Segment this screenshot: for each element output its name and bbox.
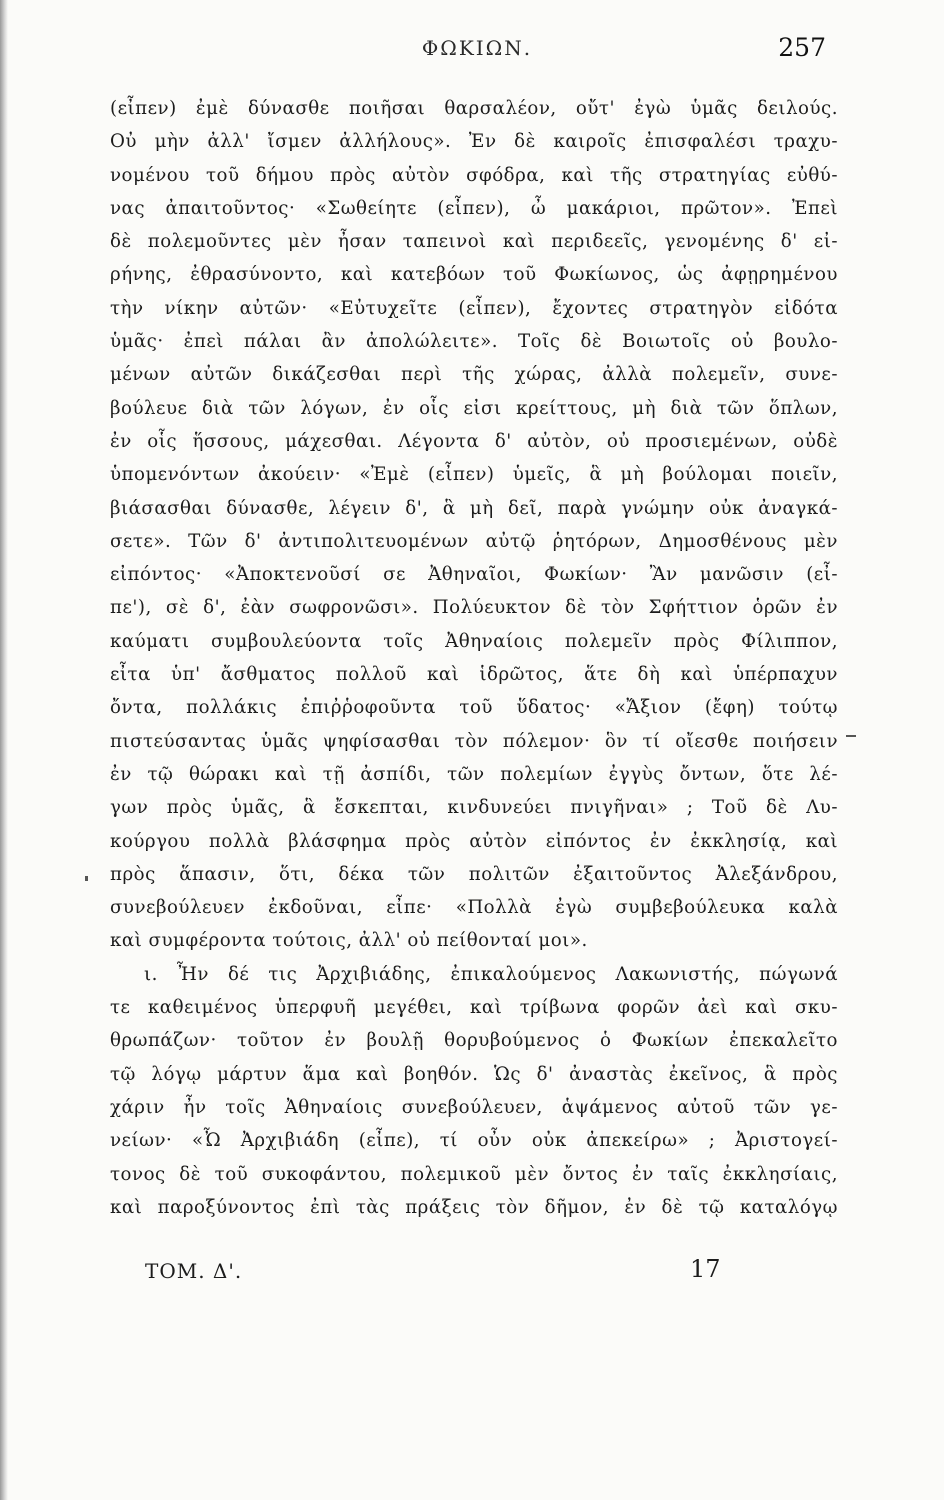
- text-line: βούλευε διὰ τῶν λόγων, ἐν οἷς εἰσι κρείττους, μὴ διὰ τῶν ὅπλων,: [110, 397, 838, 419]
- text-line: τὴν νίκην αὐτῶν· «Εὐτυχεῖτε (εἶπεν), ἔχοντες στρατηγὸν εἰδότα: [110, 297, 838, 319]
- text-line: καύματι συμβουλεύοντα τοῖς Ἀθηναίοις πολεμεῖν πρὸς Φίλιππον,: [110, 630, 838, 652]
- text-line: δὲ πολεμοῦντες μὲν ἦσαν ταπεινοὶ καὶ περιδεεῖς, γενομένης δ' εἰ-: [110, 231, 838, 253]
- running-title: ΦΩΚΙΩΝ.: [421, 36, 533, 60]
- text-line: τε καθειμένος ὑπερφυῆ μεγέθει, καὶ τρίβωνα φορῶν ἀεὶ καὶ σκυ-: [110, 997, 838, 1019]
- text-line: βιάσασθαι δύνασθε, λέγειν δ', ἃ μὴ δεῖ, παρὰ γνώμην οὐκ ἀναγκά-: [110, 497, 838, 519]
- text-line: εἰπόντος· «Ἀποκτενοῦσί σε Ἀθηναῖοι, Φωκίων· Ἂν μανῶσιν (εἶ-: [110, 564, 838, 586]
- text-line: καὶ παροξύνοντος ἐπὶ τὰς πράξεις τὸν δῆμον, ἐν δὲ τῷ καταλόγῳ: [110, 1196, 838, 1218]
- text-line: συνεβούλευεν ἐκδοῦναι, εἶπε· «Πολλὰ ἐγὼ συμβεβούλευκα καλὰ: [110, 897, 838, 919]
- margin-mark: [846, 735, 856, 737]
- text-line: τονος δὲ τοῦ συκοφάντου, πολεμικοῦ μὲν ὄντος ἐν ταῖς ἐκκλησίαις,: [110, 1163, 838, 1185]
- text-line: Οὐ μὴν ἀλλ' ἴσμεν ἀλλήλους». Ἐν δὲ καιροῖς ἐπισφαλέσι τραχυ-: [110, 131, 838, 153]
- text-line: χάριν ἦν τοῖς Ἀθηναίοις συνεβούλευεν, ἁψάμενος αὐτοῦ τῶν γε-: [110, 1096, 838, 1118]
- text-line: γων πρὸς ὑμᾶς, ἃ ἔσκεπται, κινδυνεύει πνιγῆναι» ; Τοῦ δὲ Λυ-: [110, 797, 838, 819]
- margin-mark: [85, 876, 88, 881]
- text-line: (εἶπεν) ἐμὲ δύνασθε ποιῆσαι θαρσαλέον, οὔτ' ἐγὼ ὑμᾶς δειλούς.: [110, 98, 838, 119]
- text-line: ὑπομενόντων ἀκούειν· «Ἐμὲ (εἶπεν) ὑμεῖς, ἃ μὴ βούλομαι ποιεῖν,: [110, 464, 838, 486]
- text-line: μένων αὐτῶν δικάζεσθαι περὶ τῆς χώρας, ἀλλὰ πολεμεῖν, συνε-: [110, 364, 838, 386]
- text-line: πρὸς ἅπασιν, ὅτι, δέκα τῶν πολιτῶν ἐξαιτοῦντος Ἀλεξάνδρου,: [110, 863, 838, 885]
- text-line: τῷ λόγῳ μάρτυν ἅμα καὶ βοηθόν. Ὡς δ' ἀναστὰς ἐκεῖνος, ἃ πρὸς: [110, 1063, 838, 1085]
- text-line: πε'), σὲ δ', ἐὰν σωφρονῶσι». Πολύευκτον δὲ τὸν Σφήττιον ὁρῶν ἐν: [110, 597, 838, 619]
- text-line: κούργου πολλὰ βλάσφημα πρὸς αὐτὸν εἰπόντος ἐν ἐκκλησίᾳ, καὶ: [110, 830, 838, 852]
- text-line: εἶτα ὑπ' ἄσθματος πολλοῦ καὶ ἱδρῶτος, ἅτε δὴ καὶ ὑπέρπαχυν: [110, 664, 838, 686]
- text-line: ἐν τῷ θώρακι καὶ τῇ ἀσπίδι, τῶν πολεμίων ἐγγὺς ὄντων, ὅτε λέ-: [110, 763, 838, 785]
- text-line: ἐν οἷς ἥσσους, μάχεσθαι. Λέγοντα δ' αὐτὸν, οὐ προσιεμένων, οὐδὲ: [110, 430, 838, 452]
- text-line: νομένου τοῦ δήμου πρὸς αὐτὸν σφόδρα, καὶ τῆς στρατηγίας εὐθύ-: [110, 164, 838, 186]
- text-line: νας ἀπαιτοῦντος· «Σωθείητε (εἶπεν), ὦ μακάριοι, πρῶτον». Ἐπεὶ: [110, 197, 838, 219]
- text-line: καὶ συμφέροντα τούτοις, ἀλλ' οὐ πείθονταί μοι».: [110, 930, 588, 952]
- body-text: [110, 92, 838, 1224]
- text-line: ὑμᾶς· ἐπεὶ πάλαι ἂν ἀπολώλειτε». Τοῖς δὲ Βοιωτοῖς οὐ βουλο-: [110, 331, 838, 353]
- page-edge-shadow: [0, 0, 8, 1500]
- text-line: ρήνης, ἐθρασύνοντο, καὶ κατεβόων τοῦ Φωκίωνος, ὡς ἀφῃρημένου: [110, 264, 838, 286]
- text-line: θρωπάζων· τοῦτον ἐν βουλῇ θορυβούμενος ὁ Φωκίων ἐπεκαλεῖτο: [110, 1030, 838, 1052]
- sheet-signature: 17: [690, 1255, 721, 1283]
- volume-signature: ΤΟΜ. Δ'.: [145, 1259, 243, 1283]
- text-line: ὄντα, πολλάκις ἐπιῤῥοφοῦντα τοῦ ὕδατος· «Ἄξιον (ἔφη) τούτῳ: [110, 697, 838, 719]
- page-number: 257: [778, 33, 826, 62]
- text-line: σετε». Τῶν δ' ἀντιπολιτευομένων αὐτῷ ῥητόρων, Δημοσθένους μὲν: [110, 530, 838, 552]
- text-line: νείων· «Ὦ Ἀρχιβιάδη (εἶπε), τί οὖν οὐκ ἀπεκείρω» ; Ἀριστογεί-: [110, 1130, 838, 1152]
- text-line: ι. Ἦν δέ τις Ἀρχιβιάδης, ἐπικαλούμενος Λακωνιστής, πώγωνά: [144, 963, 838, 985]
- text-line: πιστεύσαντας ὑμᾶς ψηφίσασθαι τὸν πόλεμον· ὃν τί οἴεσθε ποιήσειν: [110, 730, 838, 752]
